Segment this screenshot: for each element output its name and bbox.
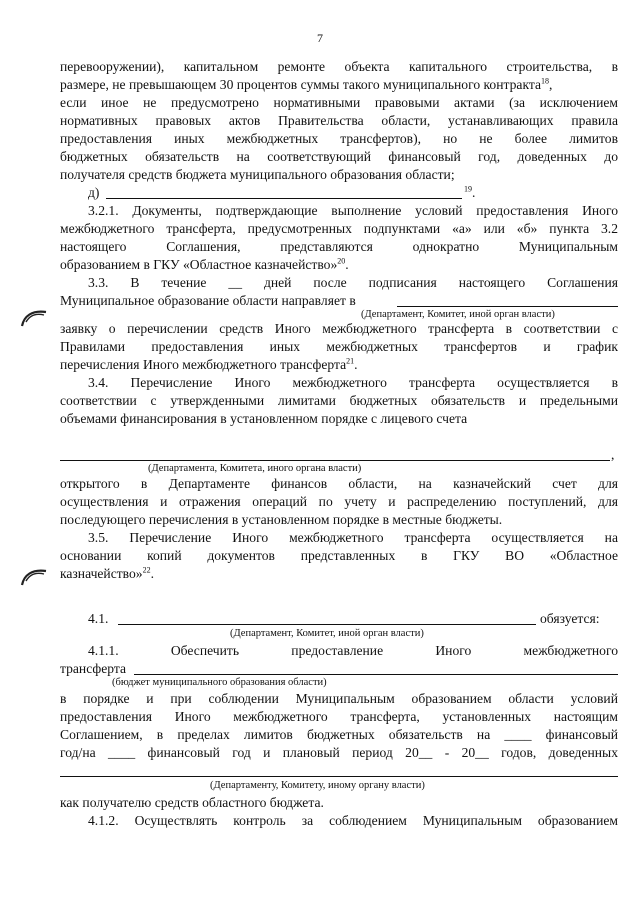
text-line-24: последующего перечисления в установленном порядке в местные бюджеты. (60, 512, 503, 527)
blank-line-recipient (60, 776, 618, 777)
text-line-17: перечисления Иного межбюджетного трансферта$^{21}$. (60, 356, 358, 372)
text-line-23: осуществления и отражения операций по учету и распределению поступлений, для (60, 494, 618, 509)
text-line-5: предоставления иных межбюджетных трансфертов), но не более лимитов (60, 131, 618, 146)
text-line-16: Правилами предоставления иных межбюджетных трансфертов и график (60, 339, 618, 354)
footnote-ref-21: 21 (346, 356, 355, 366)
text-line-12: образованием в ГКУ «Областное казначейство»$^{20}$. (60, 256, 349, 272)
text-line-36: 4.1.2. Осуществлять контроль за соблюдением Муниципальным образованием (88, 813, 618, 828)
text-line-10: межбюджетного трансферта, предусмотренных подпунктами «а» или «б» пункта 3.2 (60, 221, 618, 236)
text-line-30: трансферта (60, 661, 127, 676)
caption-organ-2: (Департамента, Комитета, иного органа власти) (148, 463, 362, 474)
item-4-1-end: обязуется: (540, 611, 600, 626)
blank-line-organ-3 (118, 624, 536, 625)
caption-organ-4: (Департаменту, Комитету, иному органу власти) (210, 780, 425, 791)
text-line-32: предоставления Иного межбюджетного трансферта, установленных настоящим (60, 709, 618, 724)
footnote-ref-20: 20 (337, 256, 346, 266)
text-line-3: если иное не предусмотрено нормативными правовыми актами (за исключением (60, 95, 618, 110)
text-line-25: 3.5. Перечисление Иного межбюджетного трансферта осуществляется на (88, 530, 618, 545)
scan-mark-icon (20, 565, 50, 587)
text-line-27: казначейство»$^{22}$. (60, 565, 155, 581)
item-4-1-label: 4.1. (88, 611, 109, 626)
text-line-18: 3.4. Перечисление Иного межбюджетного трансферта осуществляется в (88, 375, 618, 390)
text-line-2: размере, не превышающем 30 процентов суммы такого муниципального контракта$^{18}$, (60, 76, 553, 92)
blank-line-organ-1 (397, 306, 618, 307)
text-line-29: 4.1.1. Обеспечить предоставление Иного межбюджетного (88, 643, 618, 658)
text-line-7: получателя средств бюджета муниципального образования области; (60, 167, 455, 182)
text-line-9: 3.2.1. Документы, подтверждающие выполнение условий предоставления Иного (88, 203, 618, 218)
text-line-19: соответствии с утвержденными лимитами бюджетных обязательств и предельными (60, 393, 618, 408)
text-line-34: год/на ____ финансовый год и плановый период 20__ - 20__ годов, доведенных (60, 745, 618, 760)
footnote-ref-22: 22 (142, 565, 151, 575)
blank-line-account (60, 460, 610, 461)
item-d-label: д) (88, 185, 100, 200)
text-line-13: 3.3. В течение __ дней после подписания настоящего Соглашения (88, 275, 618, 290)
text-line-31: в порядке и при соблюдении Муниципальным образованием области условий (60, 691, 618, 706)
text-line-4: нормативных правовых актов Правительства области, устанавливающих правила (60, 113, 618, 128)
page-number: 7 (317, 31, 323, 45)
item-d-end: $^{19}$. (464, 184, 476, 200)
text-line-26: основании копий документов представленных в ГКУ ВО «Областное (60, 548, 618, 563)
text-line-20: объемами финансирования в установленном порядке с лицевого счета (60, 411, 468, 426)
text-line-11: настоящего Соглашения, представляются однократно Муниципальным (60, 239, 618, 254)
text-line-33: Соглашением, в пределах лимитов бюджетных обязательств на ____ финансовый (60, 727, 618, 742)
caption-organ-3: (Департамент, Комитет, иной орган власти) (230, 628, 424, 639)
text-line-14: Муниципальное образование области направляет в (60, 293, 356, 308)
caption-organ-1: (Департамент, Комитет, иной орган власти) (361, 309, 555, 320)
footnote-ref-19: 19 (464, 184, 472, 194)
footnote-ref-18: 18 (541, 76, 550, 86)
text-line-1: перевооружении), капитальном ремонте объекта капитального строительства, в (60, 59, 618, 74)
scan-mark-icon (20, 306, 50, 328)
blank-line-d (106, 198, 462, 199)
caption-budget: (бюджет муниципального образования области) (112, 677, 327, 688)
text-line-6: бюджетных обязательств на соответствующий финансовый год, доведенных до (60, 149, 618, 164)
text-line-15: заявку о перечислении средств Иного межбюджетного трансферта в соответствии с (60, 321, 618, 336)
blank-line-budget (134, 674, 618, 675)
text-line-35: как получателю средств областного бюджета. (60, 795, 324, 810)
text-line-21-end: , (611, 447, 615, 462)
text-line-22: открытого в Департаменте финансов области, на казначейский счет для (60, 476, 618, 491)
